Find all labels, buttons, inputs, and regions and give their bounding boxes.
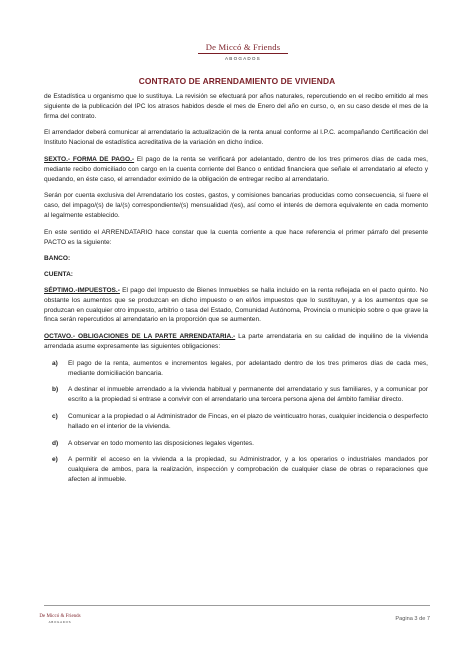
item-marker: d) bbox=[52, 439, 59, 447]
firm-logo bbox=[188, 42, 298, 62]
paragraph-account-reference: En este sentido el ARRENDATARIO hace constar que la cuenta corriente a que hace referencia el primer párrafo del presente PACTO es la siguiente: bbox=[44, 228, 428, 246]
logo-title: De Miccó & Friends bbox=[205, 42, 281, 52]
item-text: A permitir el acceso en la vivienda a la propiedad, su Administrador, y a los operarios o industriales mandados por cualquiera de ambos, para la realización, inspección y comprobación de cualquier clase de obras o reparaciones que afecten al inmueble. bbox=[68, 456, 428, 483]
document-title: CONTRATO DE ARRENDAMIENTO DE VIVIENDA bbox=[138, 76, 336, 86]
clause-octavo-text: La parte arrendataria en su calidad de inquilino de la vivienda arrendada asume expresamente las siguientes obligaciones: bbox=[44, 333, 428, 350]
page-number bbox=[395, 616, 430, 622]
item-marker: c) bbox=[52, 412, 58, 420]
page-of: de bbox=[419, 616, 426, 622]
footer-logo bbox=[28, 614, 92, 624]
item-text: Comunicar a la propiedad o al Administrador de Fincas, en el plazo de veinticuatro horas, cualquier incidencia o desperfecto hallado en el interior de la vivienda. bbox=[68, 412, 428, 430]
clause-septimo-text: El pago del Impuesto de Bienes Inmuebles se halla incluido en la renta reflejada en el pacto quinto. No obstante los aumentos que se produzcan en dicho impuesto o en el/los impuestos que lo sustituyan, y a los aumentos que se produzcan en cualquier otro impuesto, arbitrio o tasa del Estado, Comunidad Autónoma, Provincia o municipio sobre o que grave la finca serán repercutidos al arrendatario en la proporción que se aumenten. bbox=[44, 286, 428, 324]
page-total: 7 bbox=[426, 616, 430, 622]
footer-divider bbox=[44, 605, 430, 606]
item-marker: a) bbox=[52, 359, 58, 367]
obligation-item-b bbox=[44, 385, 428, 405]
paragraph-ipc-notice: El arrendador deberá comunicar al arrendatario la actualización de la renta anual conforme al I.P.C. acompañando Certificación del Instituto Nacional de estadística acreditativa de la variación en dicho índice. bbox=[44, 129, 428, 147]
page-label: Pagina bbox=[395, 616, 413, 622]
clause-octavo-heading: OCTAVO.- OBLIGACIONES DE LA PARTE ARRENDATARIA.- bbox=[44, 333, 236, 341]
item-text: A observar en todo momento las disposiciones legales vigentes. bbox=[68, 439, 254, 447]
account-label: CUENTA: bbox=[44, 271, 73, 279]
clause-septimo bbox=[44, 286, 428, 325]
clause-sexto-heading: SEXTO.- FORMA DE PAGO.- bbox=[44, 155, 135, 163]
obligation-item-a bbox=[44, 359, 428, 379]
logo-divider bbox=[198, 53, 288, 55]
obligation-item-d bbox=[44, 439, 428, 449]
paragraph-ipc-revision: de Estadística u organismo que lo sustituya. La revisión se efectuará por años naturales, repercutiendo en el recibo emitido al mes siguiente de la publicación del IPC los atrasos habidos desde el mes de Enero del año en curso, o, en su caso desde el mes de la firma del contrato. bbox=[44, 93, 428, 120]
obligation-item-e bbox=[44, 455, 428, 484]
clause-sexto bbox=[44, 155, 428, 184]
footer-logo-subtitle: ABOGADOS bbox=[48, 620, 72, 624]
item-text: El pago de la renta, aumentos e incrementos legales, por adelantado dentro de los tres primeros días de cada mes, mediante domiciliación bancaria. bbox=[68, 359, 428, 377]
item-marker: b) bbox=[52, 386, 59, 394]
obligation-item-c bbox=[44, 412, 428, 432]
clause-septimo-heading: SÉPTIMO.-IMPUESTOS.- bbox=[44, 286, 120, 294]
bank-label: BANCO: bbox=[44, 255, 71, 263]
clause-octavo bbox=[44, 332, 428, 352]
page-current: 3 bbox=[414, 616, 418, 622]
item-text: A destinar el inmueble arrendado a la vivienda habitual y permanente del arrendatario y sus familiares, y a comunicar por escrito a la propiedad si entrase a convivir con el arrendatario una tercera persona ajena del ámbito familiar directo. bbox=[68, 386, 428, 404]
logo-subtitle: ABOGADOS bbox=[225, 56, 261, 61]
item-marker: e) bbox=[52, 456, 58, 464]
paragraph-bank-costs: Serán por cuenta exclusiva del Arrendatario los costes, gastos, y comisiones bancarias producidas como consecuencia, si fuere el caso, del impago/(s) de la/(s) correspondiente/(s) mensualidad /(es), así como el interés de demora equivalente en cada momento al legalmente establecido. bbox=[44, 192, 428, 219]
clause-sexto-text: El pago de la renta se verificará por adelantado, dentro de los tres primeros días de cada mes, mediante recibo domiciliado con cargo en la cuenta corriente del Banco o entidad financiera que señale el arrendatario al efecto y quedando, en éste caso, el arrendador eximido de la obligación de entregar recibo al arrendatario. bbox=[44, 155, 428, 183]
document-body bbox=[44, 92, 428, 485]
footer-logo-title: De Miccó & Friends bbox=[39, 614, 81, 619]
